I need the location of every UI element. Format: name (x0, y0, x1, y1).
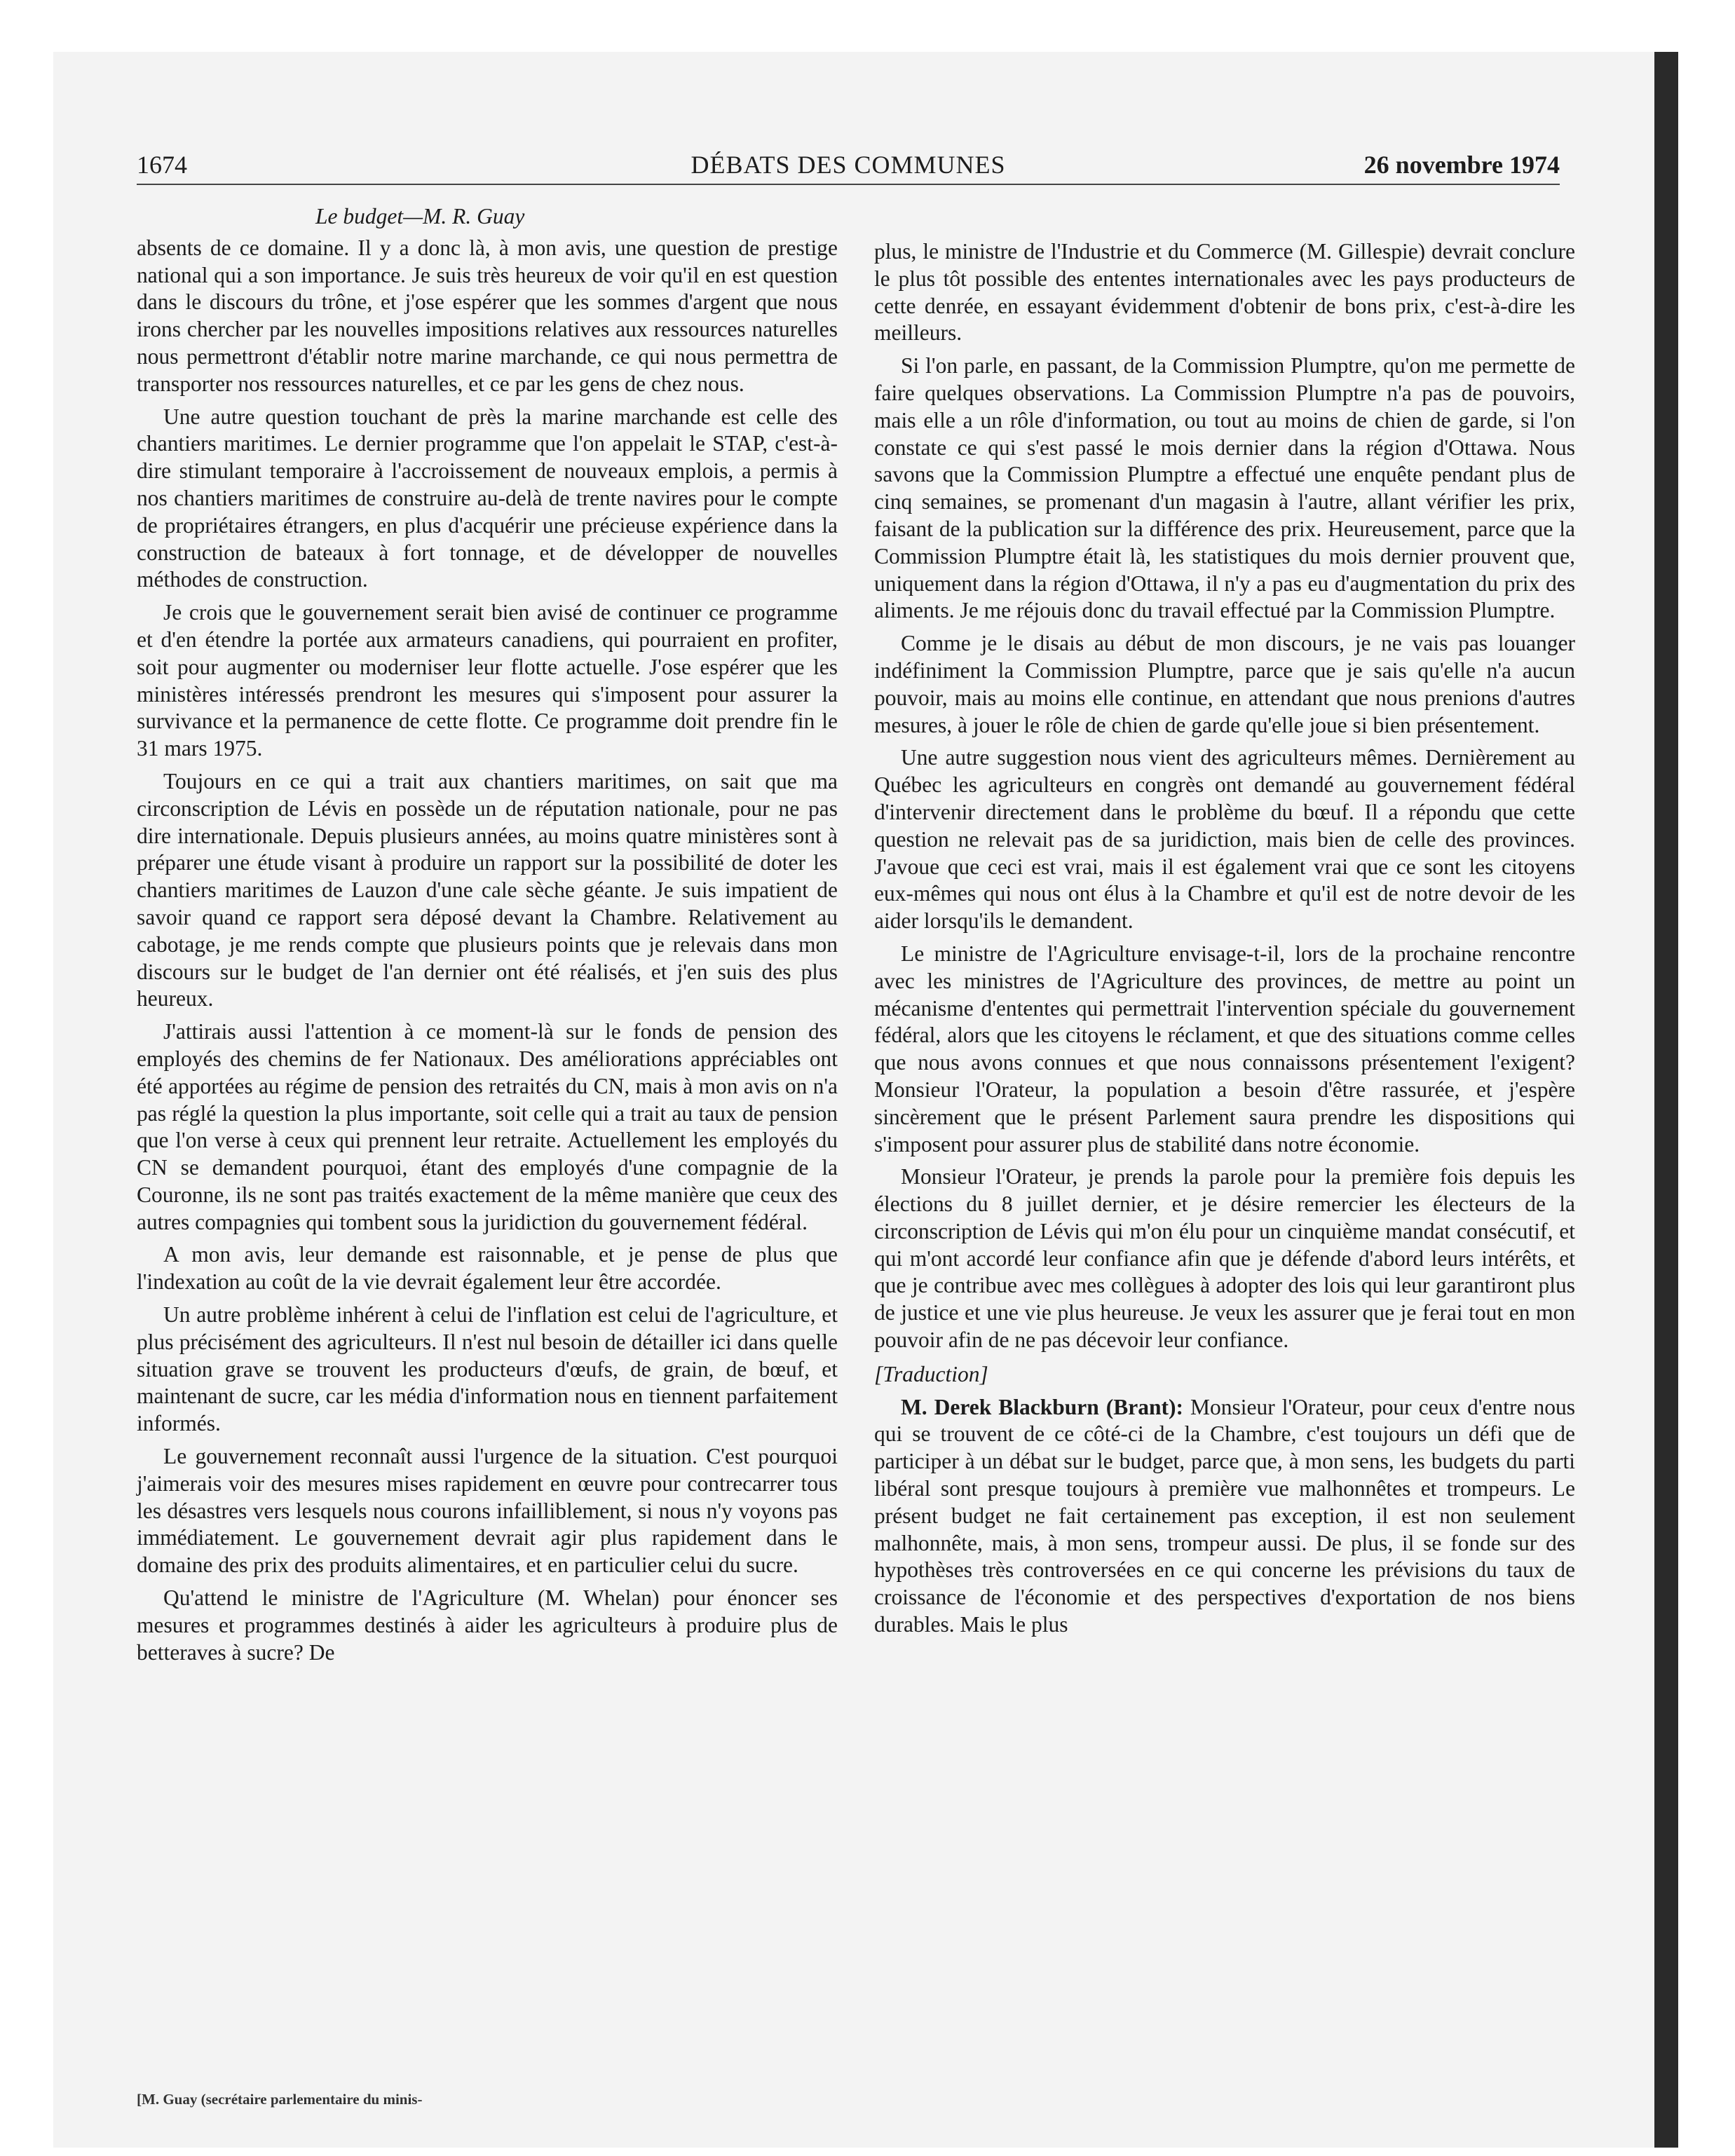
speaker-name: M. Derek Blackburn (Brant): (901, 1394, 1183, 1419)
speech-text: Monsieur l'Orateur, pour ceux d'entre nous qui se trouvent de ce côté-ci de la Chambre, c'est toujours un défi que de participer à un débat sur le budget, parce que, à mon sens, les budgets du parti libéral sont presque toujours à première vue malhonnêtes et trompeurs. Le présent budget ne fait certainement pas exception, il est non seulement malhonnête, mais, à mon sens, trompeur aussi. De plus, il se fonde sur des hypothèses très controversées en ce qui concerne les prévisions du taux de croissance de l'économie et des perspectives d'exportation de nos biens durables. Mais le plus (874, 1394, 1575, 1637)
paragraph: Monsieur l'Orateur, je prends la parole pour la première fois depuis les élections du 8 juillet dernier, et je désire remercier les électeurs de la circonscription de Lévis qui m'on élu pour un cinquième mandat consécutif, et qui m'ont accordé leur confiance afin que je défende d'abord leurs intérêts, et que je contribue avec mes collègues à adopter des lois qui leur garantiront plus de justice et une vie plus heureuse. Je veux les assurer que je ferai tout en mon pouvoir afin de ne pas décevoir leur confiance. (874, 1164, 1575, 1353)
page-header (137, 149, 1560, 185)
paragraph: Un autre problème inhérent à celui de l'inflation est celui de l'agriculture, et plus précisément des agriculteurs. Il n'est nul besoin de détailler ici dans quelle situation grave se trouvent les producteurs d'œufs, de grain, de bœuf, et maintenant de sucre, car les média d'information nous en tiennent parfaitement informés. (137, 1302, 838, 1436)
header-rule (137, 184, 1560, 185)
paragraph: A mon avis, leur demande est raisonnable, et je pense de plus que l'indexation au coût de la vie devrait également leur être accordée. (137, 1242, 838, 1295)
running-head: Le budget—M. R. Guay (315, 204, 525, 228)
left-column (137, 203, 838, 1672)
paragraph: absents de ce domaine. Il y a donc là, à mon avis, une question de prestige national qui a son importance. Je suis très heureux de voir qu'il en est question dans le discours du trône, et j'ose espérer que les sommes d'argent que nous irons chercher par les nouvelles impositions relatives aux ressources naturelles nous permettront d'établir notre marine marchande, ce qui nous permettra de transporter nos ressources naturelles, et ce par les gens de chez nous. (137, 235, 838, 396)
paragraph: Je crois que le gouvernement serait bien avisé de continuer ce programme et d'en étendre la portée aux armateurs canadiens, qui pourraient en profiter, soit pour augmenter ou moderniser leur flotte actuelle. J'ose espérer que les ministères intéressés prendront les mesures qui s'imposent pour assurer la survivance et la permanence de cette flotte. Ce programme doit prendre fin le 31 mars 1975. (137, 600, 838, 761)
paragraph: J'attirais aussi l'attention à ce moment-là sur le fonds de pension des employés des chemins de fer Nationaux. Des améliorations appréciables ont été apportées au régime de pension des retraités du CN, mais à mon avis on n'a pas réglé la question la plus importante, soit celle qui a trait au taux de pension que l'on verse à ceux qui prennent leur retraite. Actuellement les employés du CN se demandent pourquoi, étant des employés d'une compagnie de la Couronne, ils ne sont pas traités exactement de la même manière que ceux des autres compagnies qui tombent sous la juridiction du gouvernement fédéral. (137, 1019, 838, 1234)
paragraph: Toujours en ce qui a trait aux chantiers maritimes, on sait que ma circonscription de Lévis en possède un de réputation nationale, pour ne pas dire internationale. Depuis plusieurs années, au moins quatre ministères sont à préparer une étude visant à produire un rapport sur la possibilité de doter les chantiers maritimes de Lauzon d'une cale sèche géante. Je suis impatient de savoir quand ce rapport sera déposé devant la Chambre. Relativement au cabotage, je me rends compte que plusieurs points que je relevais dans mon discours sur le budget de l'an dernier ont été réalisés, et j'en suis des plus heureux. (137, 768, 838, 1011)
paragraph: Le ministre de l'Agriculture envisage-t-il, lors de la prochaine rencontre avec les ministres de l'Agriculture des provinces, de mettre au point un mécanisme d'ententes qui permettrait l'intervention spéciale du gouvernement fédéral, alors que les citoyens le réclament, et que des situations comme celles que nous avons connues et que nous connaissons présentement l'exigent? Monsieur l'Orateur, la population a besoin d'être rassurée, et j'espère sincèrement que le présent Parlement saura prendre les dispositions qui s'imposent pour assurer plus de stabilité dans notre économie. (874, 941, 1575, 1157)
paragraph: Une autre suggestion nous vient des agriculteurs mêmes. Dernièrement au Québec les agriculteurs en congrès ont demandé au gouvernement fédéral d'intervenir directement dans le problème du bœuf. Il a répondu que cette question ne relevait pas de sa juridiction, mais bien de celle des provinces. J'avoue que ceci est vrai, mais il est également vrai que ce sont les citoyens eux-mêmes qui nous ont élus à la Chambre et qu'il est de notre devoir de les aider lorsqu'ils le demandent. (874, 745, 1575, 934)
paragraph: Le gouvernement reconnaît aussi l'urgence de la situation. C'est pourquoi j'aimerais voir des mesures mises rapidement en œuvre pour contrecarrer tous les désastres vers lesquels nous courons infailliblement, si nous n'y voyons pas immédiatement. Le gouvernement devrait agir plus rapidement dans le domaine des prix des produits alimentaires, et en particulier celui du sucre. (137, 1444, 838, 1578)
footnote: [M. Guay (secrétaire parlementaire du minis- (137, 2091, 423, 2108)
publication-date: 26 novembre 1974 (1363, 151, 1560, 179)
right-column (874, 238, 1575, 1644)
speaker-paragraph (874, 1394, 1575, 1639)
scan-edge-bar (1654, 52, 1678, 2148)
paragraph: Qu'attend le ministre de l'Agriculture (M. Whelan) pour énoncer ses mesures et programmes destinés à aider les agriculteurs à produire plus de betteraves à sucre? De (137, 1585, 838, 1665)
page-number: 1674 (137, 151, 187, 179)
paragraph: plus, le ministre de l'Industrie et du Commerce (M. Gillespie) devrait conclure le plus tôt possible des ententes internationales avec les pays producteurs de cette denrée, en essayant évidemment d'obtenir de bons prix, c'est-à-dire les meilleurs. (874, 239, 1575, 346)
paragraph: Comme je le disais au début de mon discours, je ne vais pas louanger indéfiniment la Commission Plumptre, parce que je sais qu'elle n'a aucun pouvoir, mais au moins elle continue, en attendant que nous prenions d'autres mesures, à jouer le rôle de chien de garde qu'elle joue si bien présentement. (874, 631, 1575, 737)
translation-label: [Traduction] (874, 1361, 988, 1386)
publication-title: DÉBATS DES COMMUNES (690, 151, 1006, 179)
paragraph: Si l'on parle, en passant, de la Commission Plumptre, qu'on me permette de faire quelques observations. La Commission Plumptre n'a pas de pouvoirs, mais elle a un rôle d'information, ou tout au moins de chien de garde, si l'on constate ce qui s'est passé le mois dernier dans la région d'Ottawa. Nous savons que la Commission Plumptre a effectué une enquête pendant plus de cinq semaines, se promenant d'un magasin à l'autre, allant vérifier les prix, faisant de la publication sur la différence des prix. Heureusement, parce que la Commission Plumptre était là, les statistiques du mois dernier prouvent que, uniquement dans la région d'Ottawa, il n'y a pas eu d'augmentation du prix des aliments. Je me réjouis donc du travail effectué par la Commission Plumptre. (874, 353, 1575, 623)
paragraph: Une autre question touchant de près la marine marchande est celle des chantiers maritimes. Le dernier programme que l'on appelait le STAP, c'est-à-dire stimulant temporaire à l'accroissement de nouveaux emplois, a permis à nos chantiers maritimes de construire au-delà de trente navires pour le compte de propriétaires étrangers, en plus d'acquérir une précieuse expérience dans la construction de bateaux à fort tonnage, et de développer de nouvelles méthodes de construction. (137, 404, 838, 592)
